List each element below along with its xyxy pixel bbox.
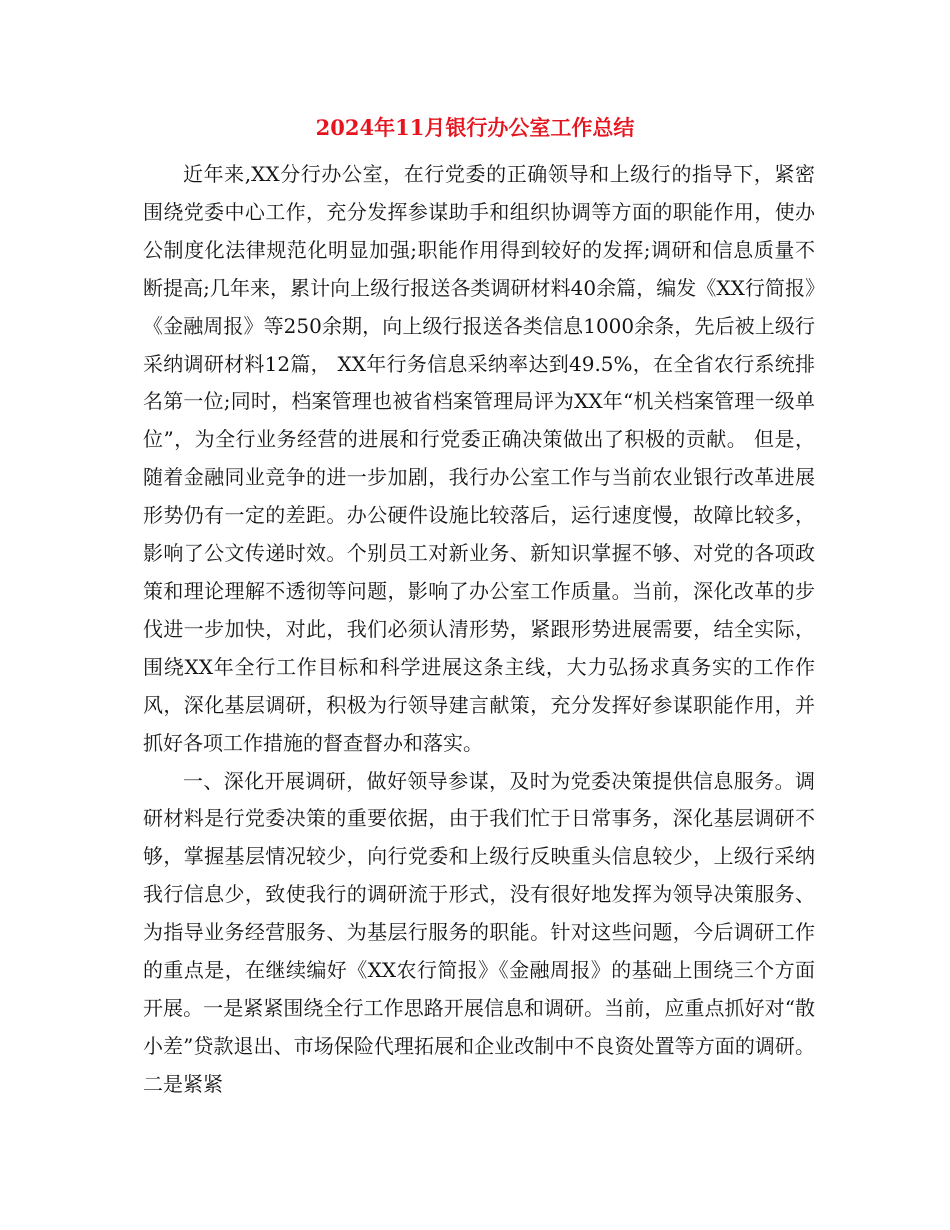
document-title: 2024年11月银行办公室工作总结 xyxy=(315,115,635,140)
paragraph-intro: 近年来,XX分行办公室，在行党委的正确领导和上级行的指导下，紧密围绕党委中心工作，充分发挥参谋助手和组织协调等方面的职能作用，使办公制度化法律规范化明显加强;职能作用得到较好的发挥;调研和信息质量不断提高;几年来，累计向上级行报送各类调研材料40余篇，编发《XX行简报》《金融周报》等250余期，向上级行报送各类信息1000余条，先后被上级行采纳调研材料12篇， XX年行务信息采纳率达到49.5%，在全省农行系统排名第一位;同时，档案管理也被省档案管理局评为XX年“机关档案管理一级单位”，为全行业务经营的进展和行党委正确决策做出了积极的贡献。 但是，随着金融同业竞争的进一步加剧，我行办公室工作与当前农业银行改革进展形势仍有一定的差距。办公硬件设施比较落后，运行速度慢，故障比较多，影响了公文传递时效。个别员工对新业务、新知识掌握不够、对党的各项政策和理论理解不透彻等问题，影响了办公室工作质量。当前，深化改革的步伐进一步加快，对此，我们必须认清形势，紧跟形势进展需要，结全实际，围绕XX年全行工作目标和科学进展这条主线，大力弘扬求真务实的工作作风，深化基层调研，积极为行领导建言献策，充分发挥好参谋职能作用，并抓好各项工作措施的督查督办和落实。 xyxy=(143,162,815,755)
document-body xyxy=(143,156,815,1104)
paragraph-section-one: 一、深化开展调研，做好领导参谋，及时为党委决策提供信息服务。调研材料是行党委决策的重要依据，由于我们忙于日常事务，深化基层调研不够，掌握基层情况较少，向行党委和上级行反映重头信息较少，上级行采纳我行信息少，致使我行的调研流于形式，没有很好地发挥为领导决策服务、为指导业务经营服务、为基层行服务的职能。针对这些问题，今后调研工作的重点是，在继续编好《XX农行简报》《金融周报》的基础上围绕三个方面开展。一是紧紧围绕全行工作思路开展信息和调研。当前，应重点抓好对“散小差”贷款退出、市场保险代理拓展和企业改制中不良资处置等方面的调研。二是紧紧 xyxy=(143,768,815,1096)
